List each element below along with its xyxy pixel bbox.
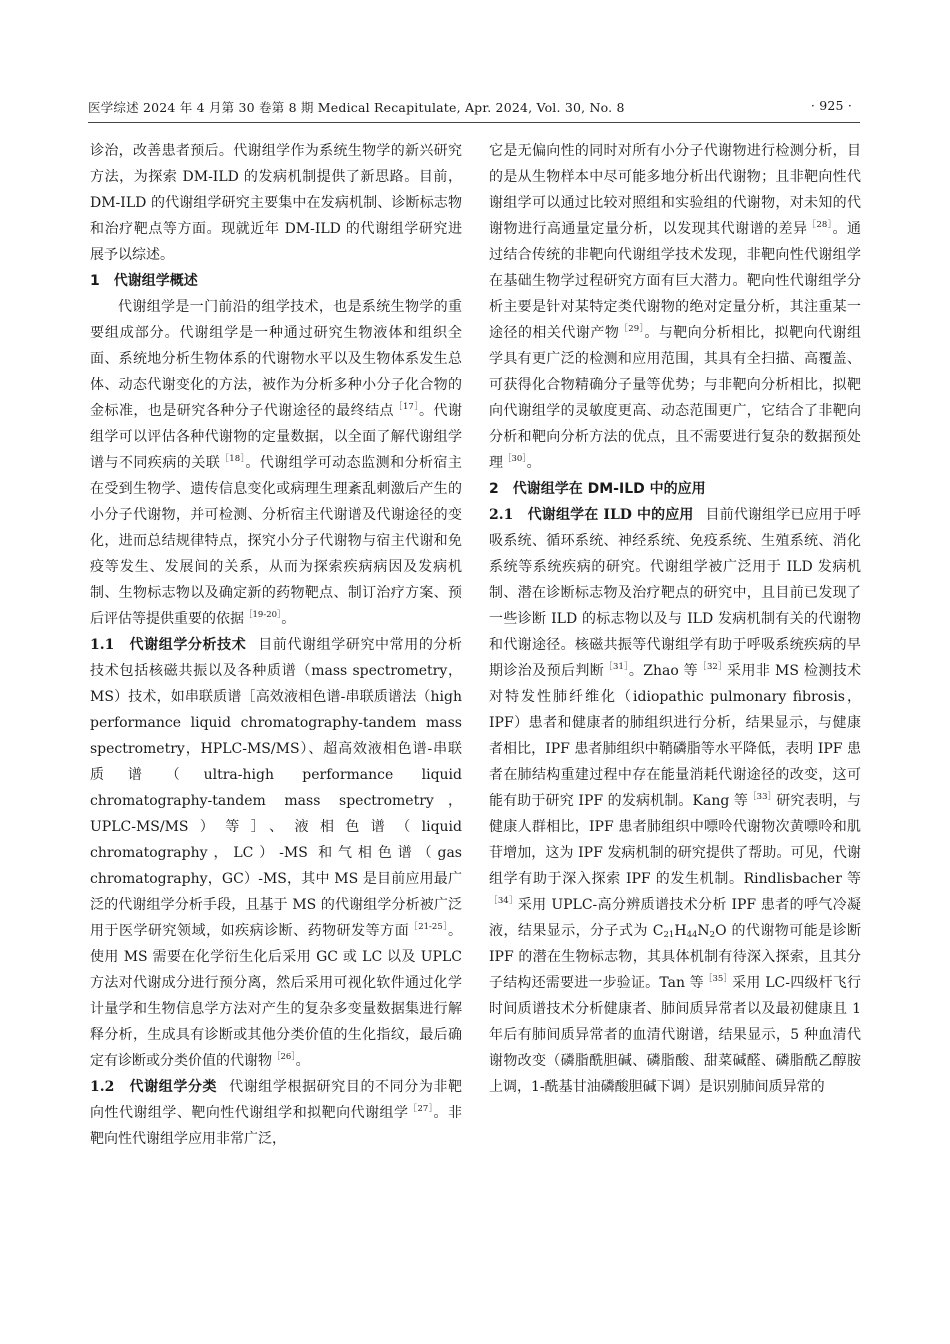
section-2-number: 2 <box>489 481 499 497</box>
citation-ref: ［28］ <box>807 220 833 230</box>
left-column <box>90 138 462 1323</box>
right-column <box>489 138 861 1323</box>
body-text: 。 <box>526 455 541 471</box>
citation-ref: ［34］ <box>489 896 518 906</box>
formula-subscript: 44 <box>686 930 698 940</box>
body-text: 研究表明，与健康人群相比，IPF 患者肺组织中嘌呤代谢物次黄嘌呤和肌苷增加，这为 IPF 发病机制的研究提供了帮助。可见，代谢组学有助于深入探索 IPF 的发生机制。Rindlisbacher 等 <box>489 793 861 887</box>
section-1-2-title: 1.2 代谢组学分类 <box>90 1079 218 1095</box>
formula-element: O <box>715 923 727 939</box>
body-text: 。通过结合传统的非靶向代谢组学技术发现，非靶向性代谢组学在基础生物学过程研究方面有巨大潜力。靶向性代谢组学分析主要是针对某特定类代谢物的绝对定量分析，其注重某一途径的相关代谢产物 <box>489 221 861 341</box>
body-text: 。代谢组学可动态监测和分析宿主在受到生物学、遗传信息变化或病理生理紊乱刺激后产生的小分子代谢物，并可检测、分析宿主代谢谱及代谢途径的变化，进而总结规律特点，探究小分子代谢物与宿主代谢和免疫等发生、发展间的关系，从而为探索疾病病因及发病机制、生物标志物以及确定新的药物靶点、制订治疗方案、预后评估等提供重要的依据 <box>90 455 462 627</box>
section-2-title: 代谢组学在 DM-ILD 中的应用 <box>512 481 706 497</box>
body-text: 。非靶向性代谢组学应用非常广泛， <box>90 1105 462 1147</box>
section-1-2-paragraph <box>90 1074 462 1152</box>
section-1-title: 代谢组学概述 <box>113 273 198 289</box>
citation-ref: ［35］ <box>703 974 733 984</box>
section-2-1-title: 2.1 代谢组学在 ILD 中的应用 <box>489 507 694 523</box>
citation-ref: ［19-20］ <box>244 610 282 620</box>
body-text: 。 <box>295 1053 310 1069</box>
formula-element: H <box>674 923 687 939</box>
citation-ref: ［27］ <box>408 1104 434 1114</box>
body-text: 采用 UPLC-高分辨质谱技术分析 IPF 患者的呼气冷凝液，结果显示，分子式为 C <box>489 897 861 939</box>
body-text: 代谢组学是一门前沿的组学技术，也是系统生物学的重要组成部分。代谢组学是一种通过研究生物液体和组织全面、系统地分析生物体系的代谢物水平以及生物体系发生总体、动态代谢变化的方法，被作为分析多种小分子化合物的金标准，也是研究各种分子代谢途径的最终结点 <box>90 299 462 419</box>
section-1-paragraph <box>90 294 462 632</box>
citation-ref: ［26］ <box>272 1052 296 1062</box>
body-text: 。代谢组学可以评估各种代谢物的定量数据，以全面了解代谢组学谱与不同疾病的关联 <box>90 403 462 471</box>
citation-ref: ［29］ <box>619 324 645 334</box>
body-text: 采用非 MS 检测技术对特发性肺纤维化（idiopathic pulmonary fibrosis，IPF）患者和健康者的肺组织进行分析，结果显示，与健康者相比，IPF 患者肺组织中鞘磷脂等水平降低，表明 IPF 患者在肺结构重建过程中存在能量消耗代谢途径的改变，这可能有助于研究 IPF 的发病机制。Kang 等 <box>489 663 861 809</box>
citation-ref: ［21-25］ <box>409 922 449 932</box>
body-text: 。Zhao 等 <box>628 663 699 679</box>
formula-element: N <box>697 923 710 939</box>
header-rule <box>88 122 860 123</box>
section-1-number: 1 <box>90 273 100 289</box>
formula-subscript: 21 <box>663 930 675 940</box>
section-1-1-paragraph <box>90 632 462 1074</box>
body-text: 目前代谢组学研究中常用的分析技术包括核磁共振以及各种质谱（mass spectrometry，MS）技术，如串联质谱［高效液相色谱-串联质谱法（high performance liquid chromatography-tandem mass spectrometry，HPLC-MS/MS）、超高效液相色谱-串联质谱（ultra-high performance liquid chromatography-tandem mass spectrometry，UPLC-MS/MS）等］、液相色谱（liquid chromatography，LC）-MS 和气相色谱（gas chromatography，GC）-MS，其中 MS 是目前应用最广泛的代谢组学分析手段，且基于 MS 的代谢组学分析被广泛用于医学研究领域，如疾病诊断、药物研发等方面 <box>90 637 462 939</box>
intro-continuation: 诊治，改善患者预后。代谢组学作为系统生物学的新兴研究方法，为探索 DM-ILD 的发病机制提供了新思路。目前，DM-ILD 的代谢组学研究主要集中在发病机制、诊断标志物和治疗靶点等方面。现就近年 DM-ILD 的代谢组学研究进展予以综述。 <box>90 143 462 263</box>
citation-ref: ［33］ <box>748 792 777 802</box>
citation-ref: ［32］ <box>698 662 728 672</box>
citation-ref: ［18］ <box>220 454 246 464</box>
section-1-1-title: 1.1 代谢组学分析技术 <box>90 637 247 653</box>
body-text: 它是无偏向性的同时对所有小分子代谢物进行检测分析，目的是从生物样本中尽可能多地分析出代谢物；且非靶向性代谢组学可以通过比较对照组和实验组的代谢物，对未知的代谢物进行高通量定量分析，以发现其代谢谱的差异 <box>489 143 861 237</box>
body-text: 。 <box>281 611 296 627</box>
body-text: 目前代谢组学已应用于呼吸系统、循环系统、神经系统、免疫系统、生殖系统、消化系统等系统疾病的研究。代谢组学被广泛用于 ILD 发病机制、潜在诊断标志物及治疗靶点的研究中，且目前已发现了一些诊断 ILD 的标志物以及与 ILD 发病机制有关的代谢物和代谢途径。核磁共振等代谢组学有助于呼吸系统疾病的早期诊治及预后判断 <box>489 507 861 679</box>
section-2-1-paragraph <box>489 502 861 1100</box>
journal-citation: 医学综述 2024 年 4 月第 30 卷第 8 期 Medical Recapitulate, Apr. 2024, Vol. 30, No. 8 <box>88 100 625 115</box>
body-text: 。与靶向分析相比，拟靶向代谢组学具有更广泛的检测和应用范围，其具有全扫描、高覆盖、可获得化合物精确分子量等优势；与非靶向分析相比，拟靶向代谢组学的灵敏度更高、动态范围更广，它结合了非靶向分析和靶向分析方法的优点，且不需要进行复杂的数据预处理 <box>489 325 861 471</box>
section-2-heading <box>489 476 861 502</box>
body-text: 代谢组学根据研究目的不同分为非靶向性代谢组学、靶向性代谢组学和拟靶向代谢组学 <box>90 1079 462 1121</box>
body-text: 的代谢物可能是诊断 IPF 的潜在生物标志物，其具体机制有待深入探索，且其分子结构还需要进一步验证。Tan 等 <box>489 923 861 991</box>
body-text: 采用 LC-四级杆飞行时间质谱技术分析健康者、肺间质异常者以及最初健康且 1 年后有肺间质异常者的血清代谢谱，结果显示，5 种血清代谢物改变（磷脂酰胆碱、磷脂酸、甜菜碱醛、磷脂酰乙醇胺上调，1-酰基甘油磷酸胆碱下调）是识别肺间质异常的 <box>489 975 861 1095</box>
formula-subscript: 2 <box>709 930 716 940</box>
section-1-heading <box>90 268 462 294</box>
running-header <box>88 98 860 120</box>
section-1-2-continuation <box>489 138 861 476</box>
citation-ref: ［30］ <box>503 454 527 464</box>
citation-ref: ［17］ <box>394 402 420 412</box>
citation-ref: ［31］ <box>604 662 629 672</box>
page-number: · 925 · <box>810 98 852 113</box>
body-text: 。使用 MS 需要在化学衍生化后采用 GC 或 LC 以及 UPLC 方法对代谢成分进行预分离，然后采用可视化软件通过化学计量学和生物信息学方法对产生的复杂多变量数据集进行解释分析，生成具有诊断或其他分类价值的生化指纹，最后确定有诊断或分类价值的代谢物 <box>90 923 462 1069</box>
